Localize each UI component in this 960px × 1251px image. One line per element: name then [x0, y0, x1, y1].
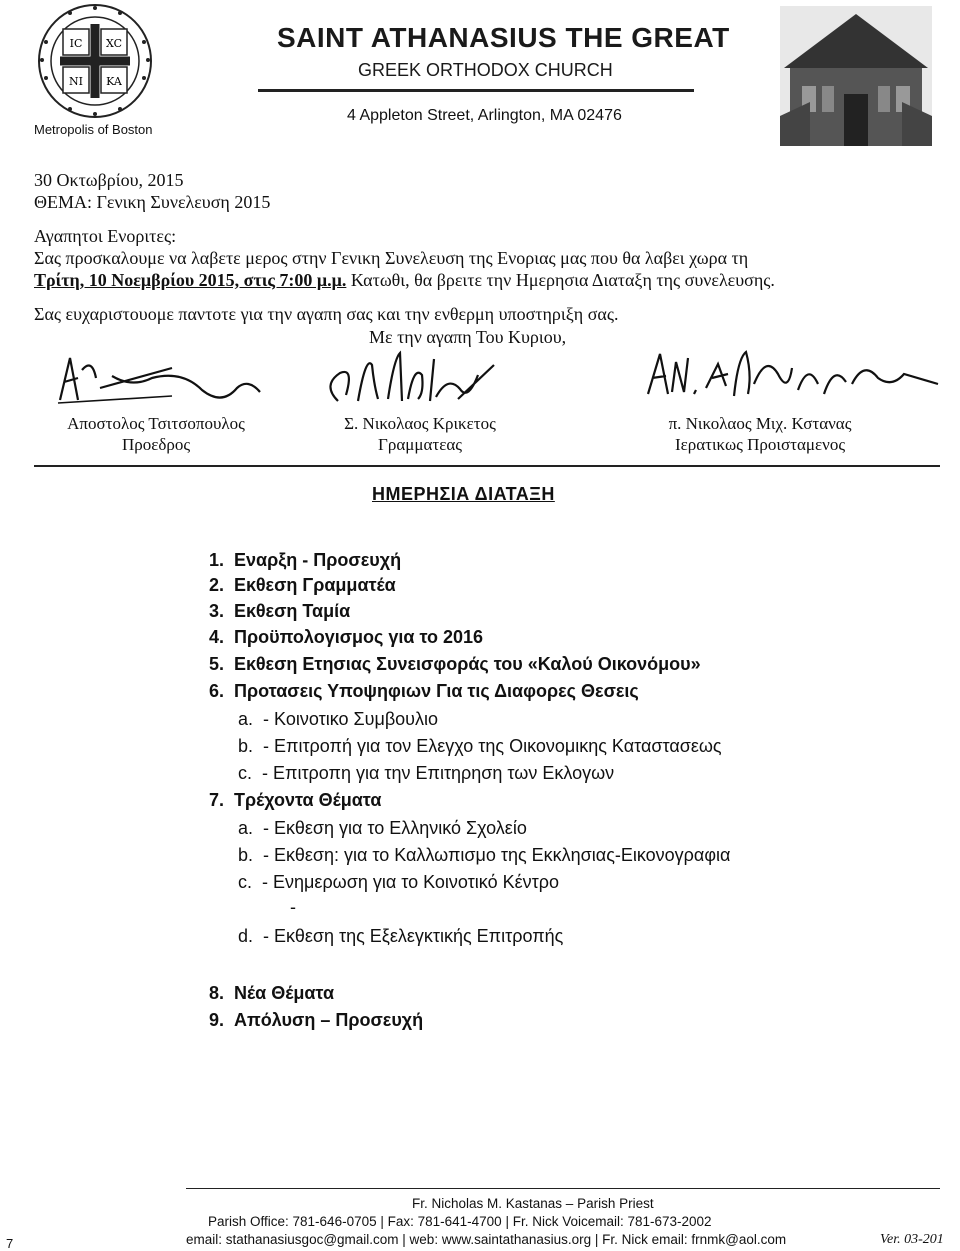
metropolis-label: Metropolis of Boston [34, 122, 153, 137]
agenda-subitem: b. - Επιτροπή για τον Ελεγχο της Οικονομικης Καταστασεως [238, 736, 722, 756]
agenda-subitem: c. - Ενημερωση για το Κοινοτικό Κέντρο [238, 872, 559, 892]
signatory-3-role: Ιερατικως Προισταμενος [674, 435, 846, 454]
letter-closing: Με την αγαπη Του Κυριου, [369, 327, 567, 347]
agenda-subitem: d. - Εκθεση της Εξελεγκτικής Επιτροπής [238, 926, 564, 946]
meeting-date-time: Τρίτη, 10 Νοεμβρίου 2015, στις 7:00 μ.μ. [34, 270, 347, 290]
church-seal-logo [20, 2, 170, 120]
agenda-item: 9. Απόλυση – Προσευχή [209, 1010, 424, 1030]
church-address: 4 Appleton Street, Arlington, MA 02476 [347, 107, 622, 124]
footer-phones: Parish Office: 781-646-0705 | Fax: 781-641-4700 | Fr. Nick Voicemail: 781-673-2002 [208, 1214, 712, 1229]
letter-thanks: Σας ευχαριστουομε παντοτε για την αγαπη σας και την ενθερμη υποστηριξη σας. [34, 304, 619, 324]
signatory-3-name: π. Νικολαος Μιχ. Κστανας [668, 414, 852, 433]
footer-emails: email: stathanasiusgoc@gmail.com | web: www.saintathanasius.org | Fr. Nick email: frnmk@aol.com [186, 1232, 787, 1247]
stray-dash: - [290, 897, 296, 917]
signatory-1-name: Αποστολος Τσιτσοπουλος [67, 414, 245, 433]
logo-letter-xc: XC [105, 37, 123, 50]
church-subtitle: GREEK ORTHODOX CHURCH [358, 60, 613, 80]
agenda-subitem: a. - Εκθεση για το Ελληνικό Σχολείο [238, 818, 527, 838]
agenda-subitem: b. - Εκθεση: για το Καλλωπισμο της Εκκλησιας-Εικονογραφια [238, 845, 731, 865]
letter-body-line-2 [34, 270, 775, 291]
agenda-subitem: c. - Επιτροπη για την Επιτηρηση των Εκλογων [238, 763, 615, 783]
signature-president [52, 348, 272, 408]
letter-subject: ΘΕΜΑ: Γενικη Συνελευση 2015 [34, 192, 271, 212]
agenda-item: 7. Τρέχοντα Θέματα [209, 790, 382, 810]
letter-greeting: Αγαπητοι Ενοριτες: [34, 226, 177, 246]
version-label: Ver. 03-201 [880, 1232, 944, 1247]
agenda-item: 6. Προτασεις Υποψηφιων Για τις Διαφορες Θεσεις [209, 681, 639, 701]
signature-divider [34, 465, 940, 467]
signatory-2-name: Σ. Νικολαος Κρικετος [344, 414, 496, 433]
signature-priest [642, 344, 942, 408]
page-number: 7 [6, 1236, 14, 1251]
agenda-title: ΗΜΕΡΗΣΙΑ ΔΙΑΤΑΞΗ [372, 484, 555, 504]
agenda-item: 4. Προϋπολογισμος για το 2016 [209, 627, 484, 647]
agenda-subitem: a. - Κοινοτικο Συμβουλιο [238, 709, 439, 729]
logo-letter-ka: KA [106, 75, 122, 88]
signature-secretary [318, 345, 508, 411]
letter-body-line-2-rest: Κατωθι, θα βρειτε την Ημερησια Διαταξη της συνελευσης. [346, 270, 775, 290]
logo-letter-ic: IC [69, 37, 83, 50]
agenda-item: 1. Εναρξη - Προσευχή [209, 550, 402, 570]
signatory-1-role: Προεδρος [121, 435, 191, 454]
church-photo [780, 6, 932, 146]
footer-priest: Fr. Nicholas M. Kastanas – Parish Priest [412, 1196, 654, 1211]
letter-date: 30 Οκτωβρίου, 2015 [34, 170, 184, 190]
logo-letter-ni: NI [69, 75, 83, 88]
agenda-item: 2. Εκθεση Γραμματέα [209, 575, 396, 595]
footer-divider [186, 1188, 940, 1189]
agenda-item: 5. Εκθεση Ετησιας Συνεισφοράς του «Καλού Οικονόμου» [209, 654, 701, 674]
agenda-item: 8. Νέα Θέματα [209, 983, 335, 1003]
header-divider [258, 89, 694, 92]
letter-body-line-1: Σας προσκαλουμε να λαβετε μερος στην Γενικη Συνελευση της Ενοριας μας που θα λαβει χωρα τη [34, 248, 749, 268]
signatory-2-role: Γραμματεας [378, 435, 462, 454]
church-name: SAINT ATHANASIUS THE GREAT [277, 22, 730, 53]
agenda-item: 3. Εκθεση Ταμία [209, 601, 351, 621]
